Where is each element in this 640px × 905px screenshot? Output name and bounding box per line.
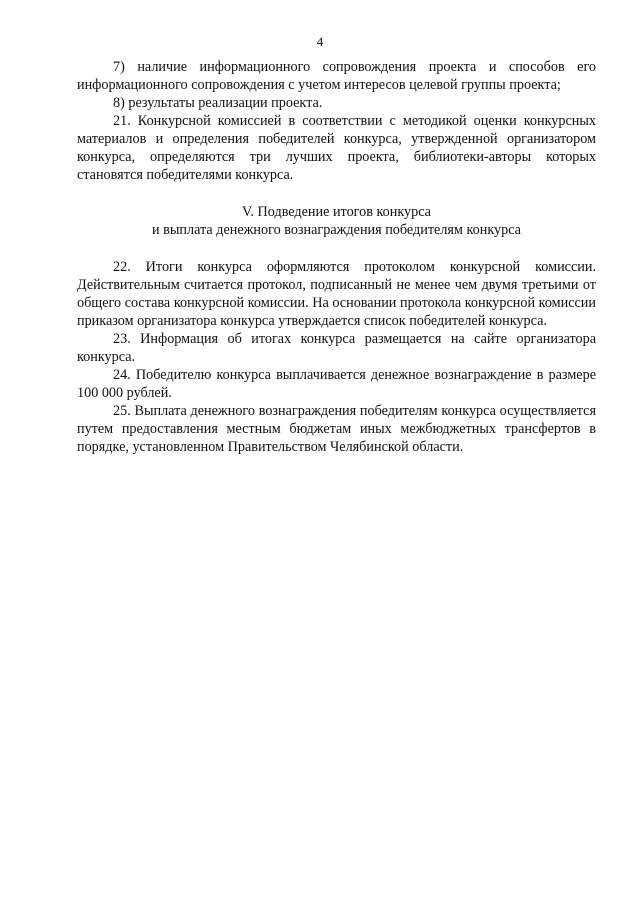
paragraph-clause-22: 22. Итоги конкурса оформляются протоколом конкурсной комиссии. Действительным считается протокол, подписанный не менее чем двумя третьими от общего состава конкурсной комиссии. На основании протокола конкурсной комиссии приказом организатора конкурса утверждается список победителей конкурса.	[77, 259, 596, 329]
paragraph-clause-24: 24. Победителю конкурса выплачивается денежное вознаграждение в размере 100 000 рублей.	[77, 367, 596, 401]
document-body	[77, 58, 596, 456]
section-heading	[77, 203, 596, 239]
paragraph-item-7: 7) наличие информационного сопровождения проекта и способов его информационного сопровождения с учетом интересов целевой группы проекта;	[77, 59, 596, 93]
page-number: 4	[316, 34, 324, 49]
section-heading-line-2: и выплата денежного вознаграждения победителям конкурса	[152, 222, 521, 238]
paragraph-clause-23: 23. Информация об итогах конкурса размещается на сайте организатора конкурса.	[77, 331, 596, 365]
paragraph-clause-21: 21. Конкурсной комиссией в соответствии с методикой оценки конкурсных материалов и определения победителей конкурса, утвержденной организатором конкурса, определяются три лучших проекта, библиотеки-авторы которых становятся победителями конкурса.	[77, 113, 596, 183]
section-heading-line-1: V. Подведение итогов конкурса	[242, 204, 431, 220]
paragraph-item-8: 8) результаты реализации проекта.	[113, 95, 323, 111]
paragraph-clause-25: 25. Выплата денежного вознаграждения победителям конкурса осуществляется путем предоставления местным бюджетам иных межбюджетных трансфертов в порядке, установленном Правительством Челябинской области.	[77, 403, 596, 455]
